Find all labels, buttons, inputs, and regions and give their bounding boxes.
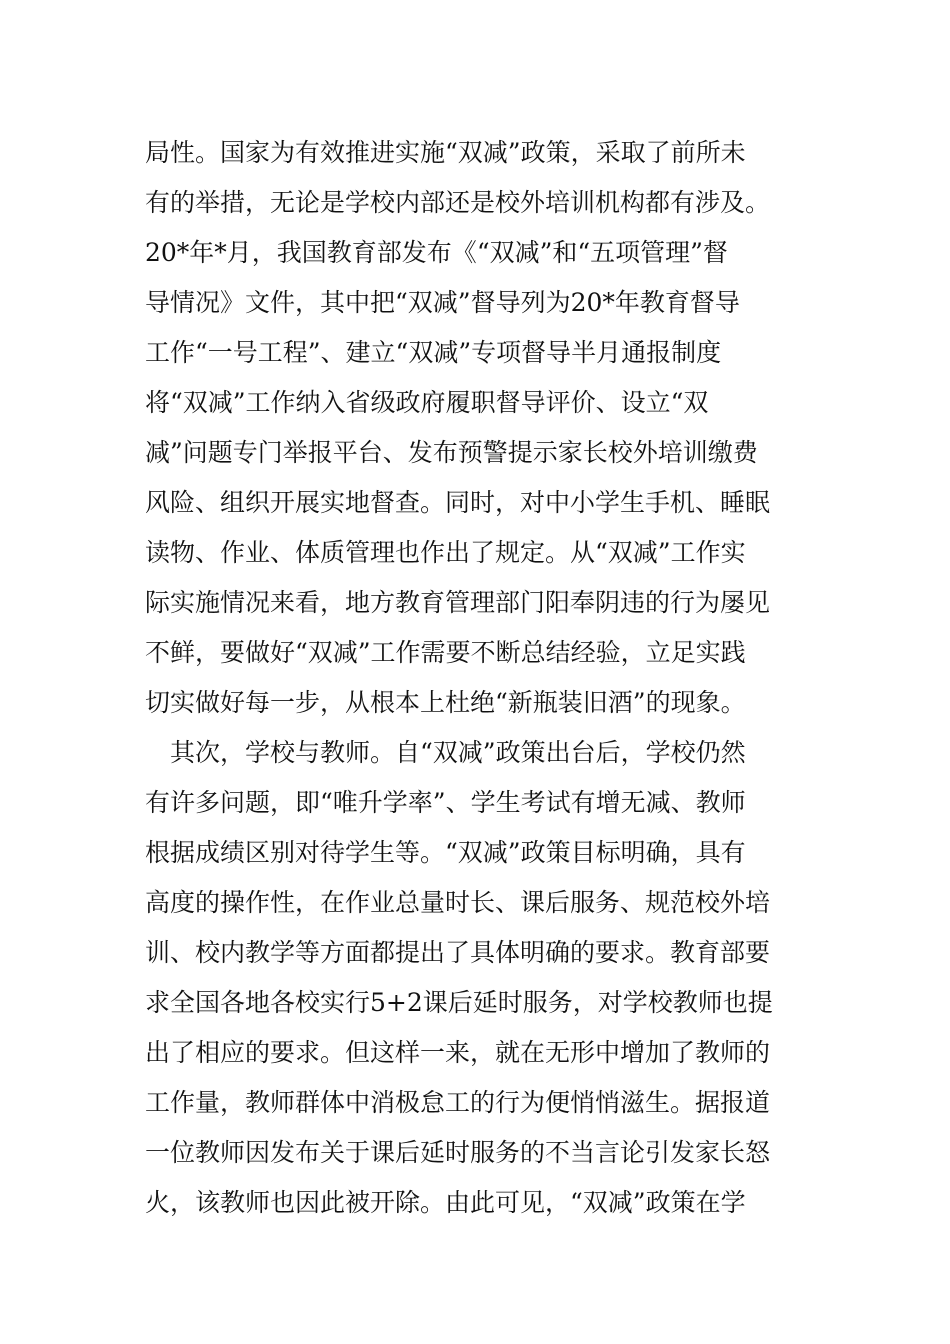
text-line: 20*年*月，我国教育部发布《“双减”和“五项管理”督 <box>145 238 728 267</box>
text-line: 火，该教师也因此被开除。由此可见，“双减”政策在学 <box>145 1188 746 1217</box>
text-line: 求全国各地各校实行5+2课后延时服务，对学校教师也提 <box>145 988 773 1017</box>
text-line: 出了相应的要求。但这样一来，就在无形中增加了教师的 <box>145 1038 771 1067</box>
text-line: 高度的操作性，在作业总量时长、课后服务、规范校外培 <box>145 888 771 917</box>
text-line: 读物、作业、体质管理也作出了规定。从“双减”工作实 <box>145 538 746 567</box>
text-line: 导情况》文件，其中把“双减”督导列为20*年教育督导 <box>145 288 740 317</box>
text-line: 际实施情况来看，地方教育管理部门阳奉阴违的行为屡见 <box>145 588 771 617</box>
body-text <box>145 128 810 1228</box>
text-line: 工作量，教师群体中消极怠工的行为便悄悄滋生。据报道 <box>145 1088 771 1117</box>
text-line: 局性。国家为有效推进实施“双减”政策，采取了前所未 <box>145 138 746 167</box>
text-line: 有的举措，无论是学校内部还是校外培训机构都有涉及。 <box>145 188 771 217</box>
paragraph-1 <box>145 128 810 728</box>
text-line: 工作“一号工程”、建立“双减”专项督导半月通报制度 <box>145 338 722 367</box>
text-line: 将“双减”工作纳入省级政府履职督导评价、设立“双 <box>145 388 709 417</box>
text-line: 有许多问题，即“唯升学率”、学生考试有增无减、教师 <box>145 788 746 817</box>
text-line: 根据成绩区别对待学生等。“双减”政策目标明确，具有 <box>145 838 746 867</box>
text-line: 风险、组织开展实地督查。同时，对中小学生手机、睡眠 <box>145 488 771 517</box>
text-line: 训、校内教学等方面都提出了具体明确的要求。教育部要 <box>145 938 771 967</box>
text-line: 其次，学校与教师。自“双减”政策出台后，学校仍然 <box>145 738 746 767</box>
text-line: 不鲜，要做好“双减”工作需要不断总结经验，立足实践 <box>145 638 746 667</box>
text-line: 切实做好每一步，从根本上杜绝“新瓶装旧酒”的现象。 <box>145 688 746 717</box>
paragraph-2 <box>145 728 810 1228</box>
text-line: 一位教师因发布关于课后延时服务的不当言论引发家长怒 <box>145 1138 771 1167</box>
text-line: 减”问题专门举报平台、发布预警提示家长校外培训缴费 <box>145 438 758 467</box>
